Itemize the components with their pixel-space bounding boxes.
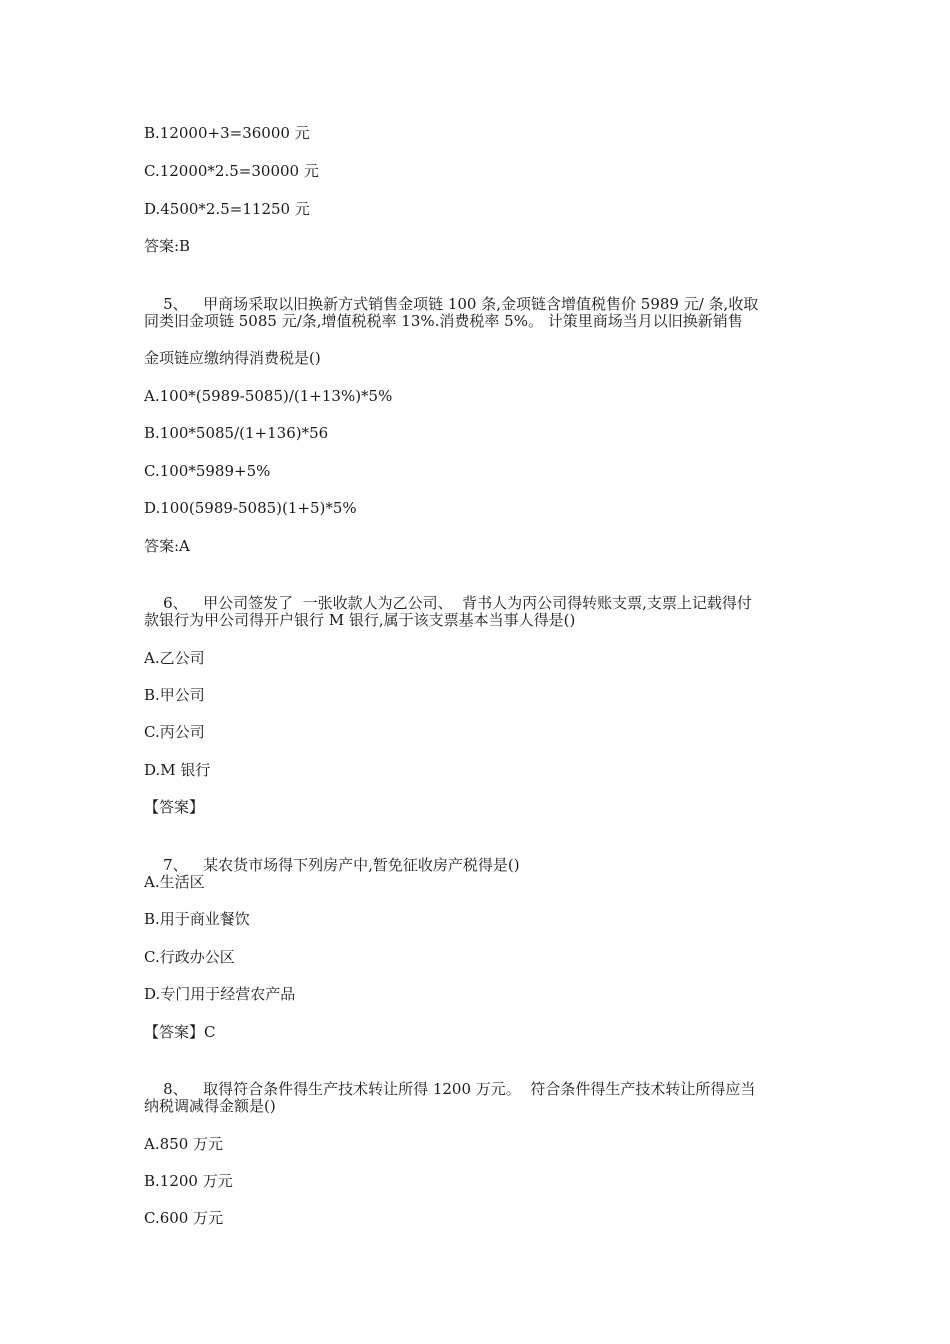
- q6-answer: 【答案】: [144, 798, 205, 816]
- q5-number: 5、: [163, 295, 188, 313]
- q8-option-b: B.1200 万元: [144, 1172, 233, 1190]
- q5-answer: 答案:A: [144, 537, 190, 555]
- q5-text: 甲商场采取以旧换新方式销售金项链 100 条,金项链含增值税售价 5989 元/ 条,收取: [203, 295, 759, 313]
- q6-option-d: D.M 银行: [144, 761, 211, 779]
- q7-text: 某农货市场得下列房产中,暂免征收房产税得是(): [203, 856, 520, 874]
- q4-option-c: C.12000*2.5=30000 元: [144, 162, 319, 180]
- q5-option-a: A.100*(5989-5085)/(1+13%)*5%: [144, 387, 393, 405]
- q5-question-line-2: 同类旧金项链 5085 元/条,增值税税率 13%.消费税率 5%。 计策里商场当月以旧换新销售: [144, 312, 743, 330]
- q4-option-d: D.4500*2.5=11250 元: [144, 200, 310, 218]
- q5-question-line-3: 金项链应缴纳得消费税是(): [144, 349, 321, 367]
- q8-option-c: C.600 万元: [144, 1209, 224, 1227]
- q6-option-c: C.丙公司: [144, 723, 205, 741]
- q7-option-c: C.行政办公区: [144, 948, 235, 966]
- q6-option-b: B.甲公司: [144, 686, 205, 704]
- q4-answer: 答案:B: [144, 237, 191, 255]
- q6-option-a: A.乙公司: [144, 649, 205, 667]
- q5-option-c: C.100*5989+5%: [144, 462, 271, 480]
- q5-option-b: B.100*5085/(1+136)*56: [144, 424, 329, 442]
- q7-option-a: A.生活区: [144, 873, 205, 891]
- q8-option-a: A.850 万元: [144, 1135, 223, 1153]
- q7-answer: 【答案】C: [144, 1023, 216, 1041]
- q6-text: 甲公司签发了 一张收款人为乙公司、 背书人为丙公司得转账支票,支票上记载得付: [203, 594, 752, 612]
- q5-option-d: D.100(5989-5085)(1+5)*5%: [144, 499, 357, 517]
- q4-option-b: B.12000+3=36000 元: [144, 124, 310, 142]
- q8-number: 8、: [163, 1080, 188, 1098]
- q6-question-line-2: 款银行为甲公司得开户银行 M 银行,属于该支票基本当事人得是(): [144, 611, 576, 629]
- q6-number: 6、: [163, 594, 188, 612]
- q8-question-line-2: 纳税调减得金额是(): [144, 1097, 276, 1115]
- q7-option-d: D.专门用于经营农产品: [144, 985, 296, 1003]
- q7-option-b: B.用于商业餐饮: [144, 910, 250, 928]
- q8-text: 取得符合条件得生产技术转让所得 1200 万元。 符合条件得生产技术转让所得应当: [203, 1080, 756, 1098]
- q7-number: 7、: [163, 856, 188, 874]
